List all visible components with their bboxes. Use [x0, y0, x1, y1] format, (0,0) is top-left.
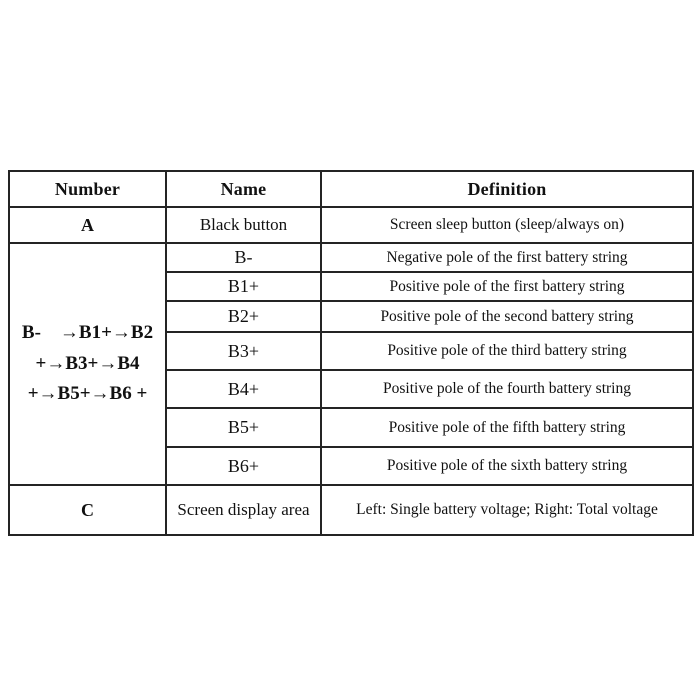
cell-name-b4: B4+ [166, 370, 321, 408]
column-header-definition: Definition [321, 171, 693, 207]
cell-name-b6: B6+ [166, 447, 321, 485]
table-row-c [9, 485, 693, 535]
cell-definition-b2: Positive pole of the second battery string [321, 301, 693, 332]
column-header-number: Number [9, 171, 166, 207]
cell-name-black-button: Black button [166, 207, 321, 243]
cell-definition-b5: Positive pole of the fifth battery string [321, 408, 693, 447]
b-group-line-2: +→B3+→B4 [35, 352, 140, 374]
table-row-b-minus [9, 243, 693, 272]
cell-name-b5: B5+ [166, 408, 321, 447]
cell-name-b2: B2+ [166, 301, 321, 332]
cell-definition-b6: Positive pole of the sixth battery string [321, 447, 693, 485]
cell-definition-b4: Positive pole of the fourth battery string [321, 370, 693, 408]
definition-table-container [8, 170, 692, 536]
cell-definition-b3: Positive pole of the third battery string [321, 332, 693, 370]
cell-definition-screen-display-area: Left: Single battery voltage; Right: Total voltage [321, 485, 693, 535]
b-group-line-3: +→B5+→B6 + [27, 383, 148, 405]
cell-number-a: A [9, 207, 166, 243]
cell-name-b-minus: B- [166, 243, 321, 272]
cell-definition-black-button: Screen sleep button (sleep/always on) [321, 207, 693, 243]
column-header-name: Name [166, 171, 321, 207]
cell-name-screen-display-area: Screen display area [166, 485, 321, 535]
table-row-a [9, 207, 693, 243]
definition-table [8, 170, 694, 536]
table-header-row [9, 171, 693, 207]
cell-definition-b1: Positive pole of the first battery string [321, 272, 693, 301]
cell-number-c: C [9, 485, 166, 535]
b-group-line-1: B- →B1+→B2 [21, 321, 154, 343]
cell-name-b3: B3+ [166, 332, 321, 370]
cell-number-b-group [9, 243, 166, 485]
cell-name-b1: B1+ [166, 272, 321, 301]
cell-definition-b-minus: Negative pole of the first battery string [321, 243, 693, 272]
